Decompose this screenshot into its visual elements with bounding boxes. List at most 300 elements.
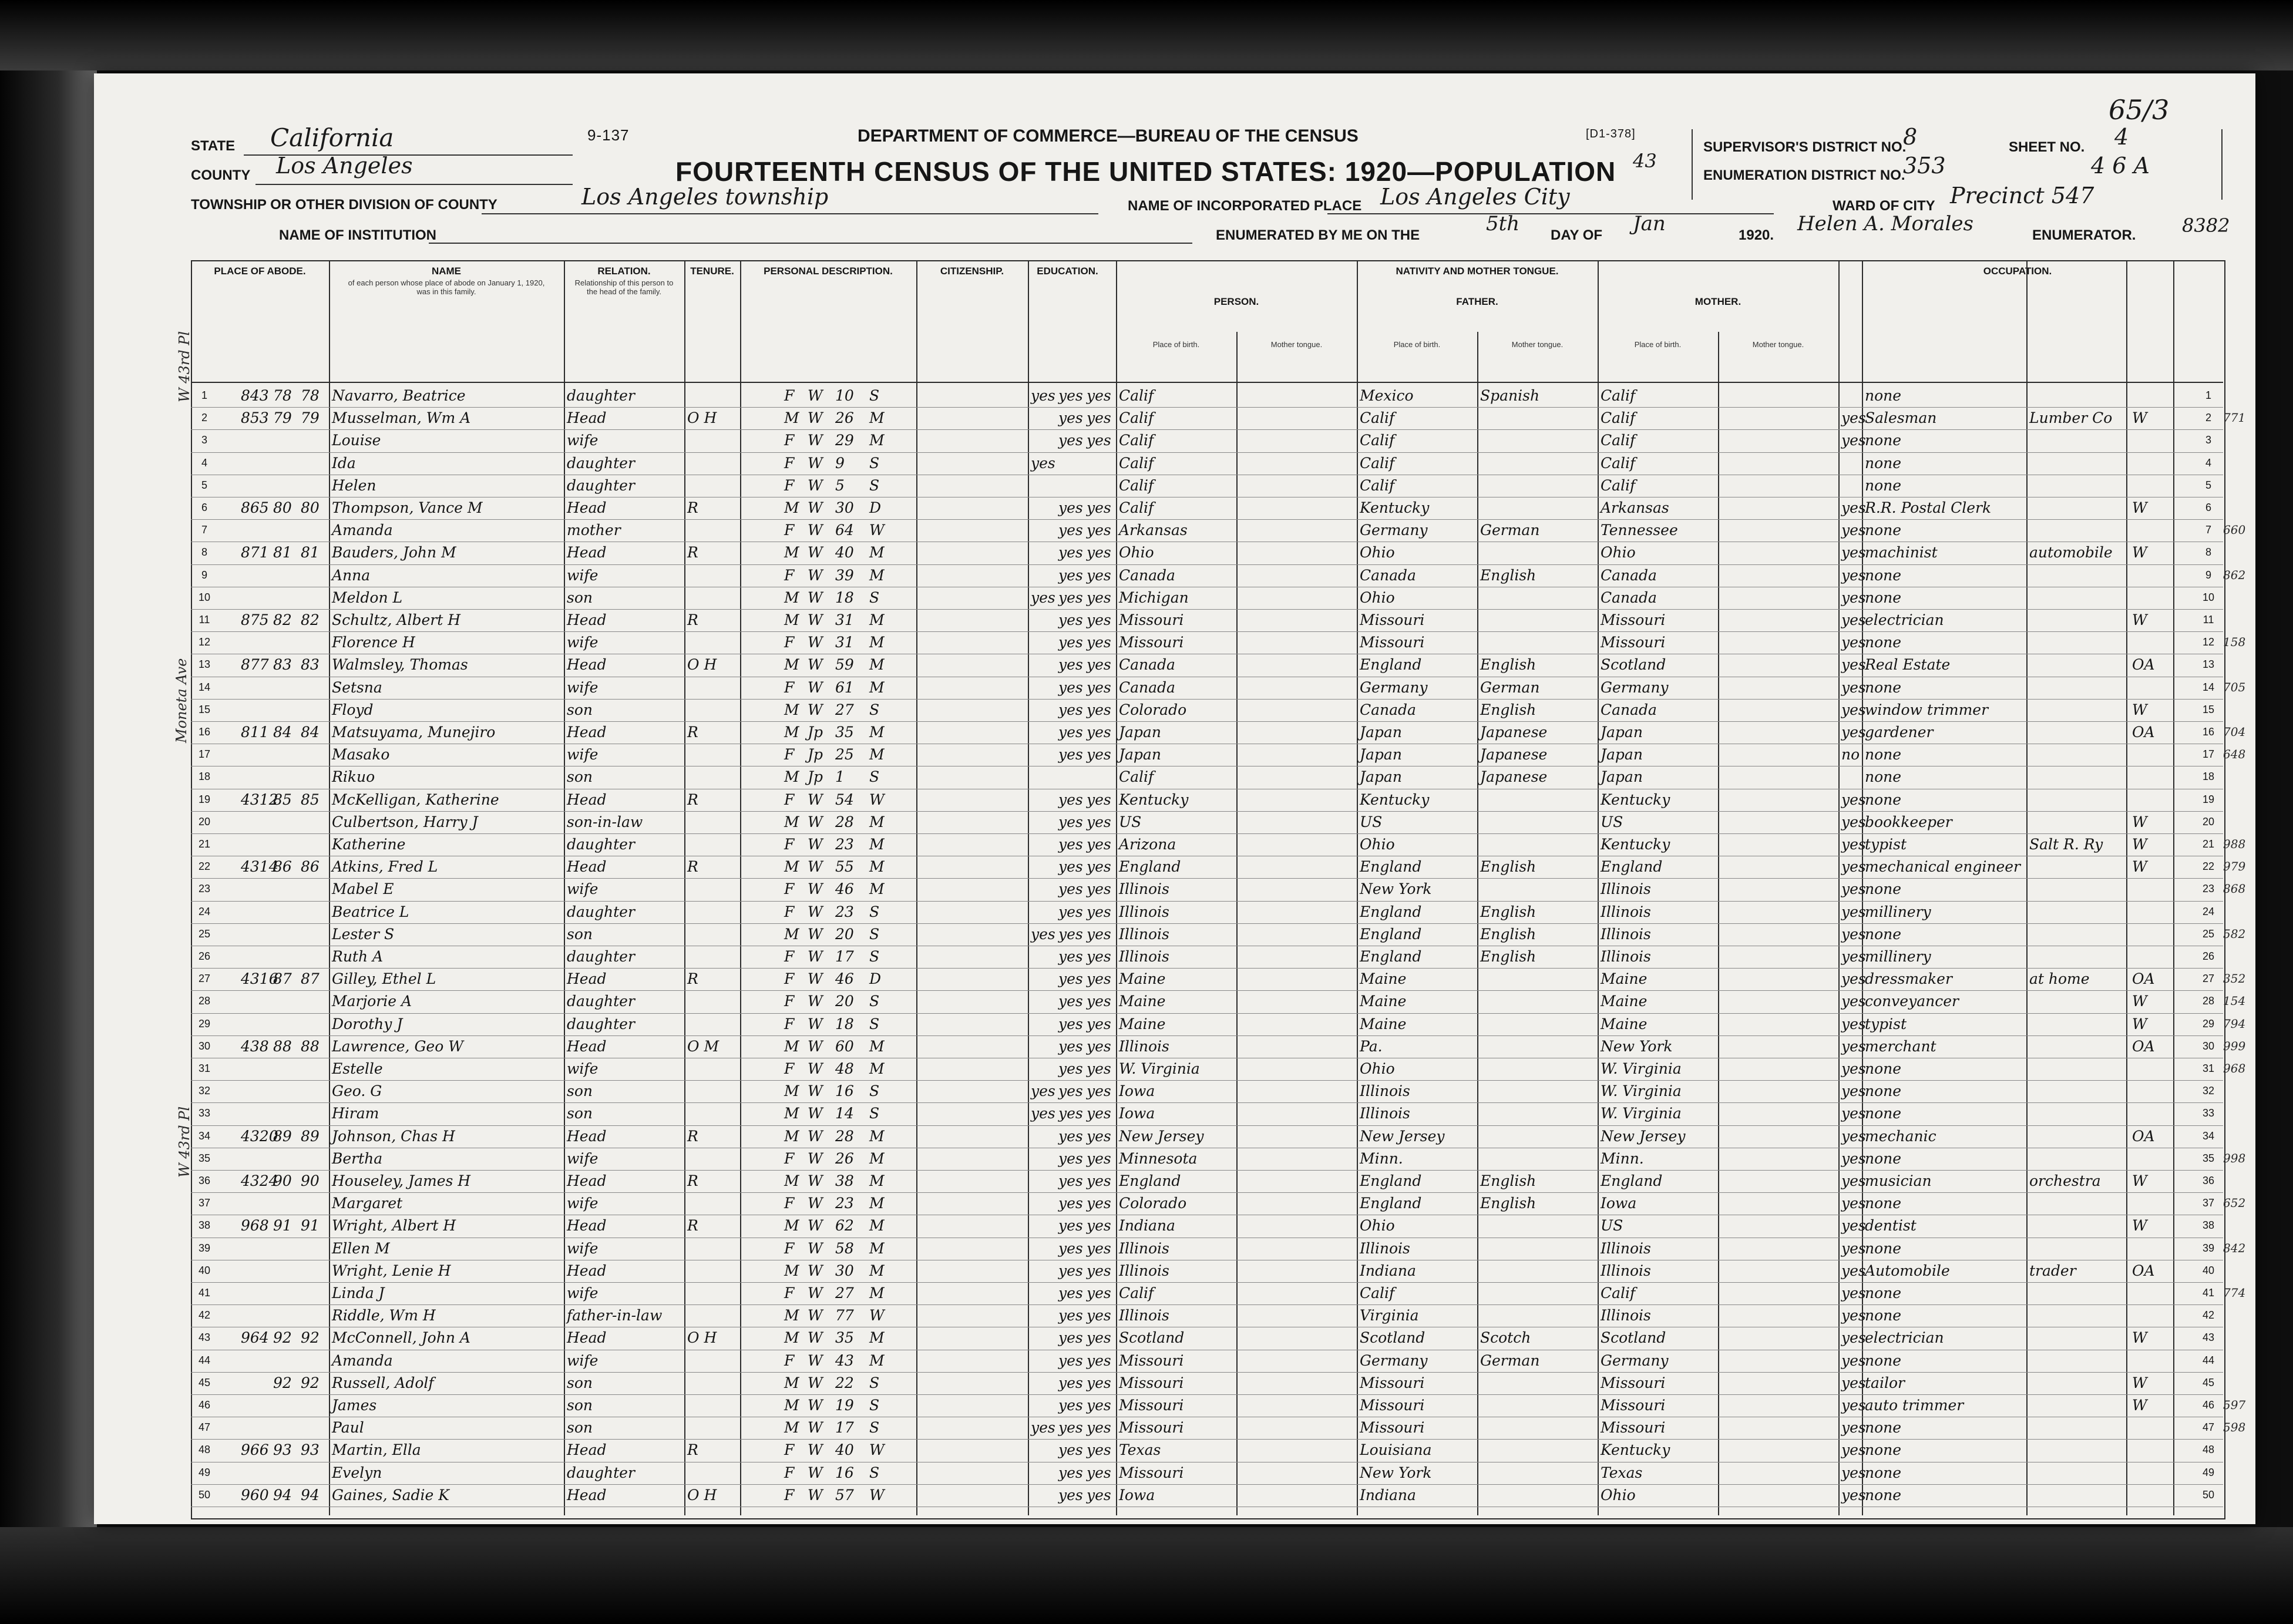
cell-father-tongue [1480,791,1595,808]
cell-mother-birth: Minn. [1601,1149,1644,1167]
cell-father-tongue [1480,1016,1595,1033]
cell-write: yes [1087,1307,1111,1324]
cell-house: 871 [241,544,269,561]
cell-name: Thompson, Vance M [332,499,483,516]
cell-race: Jp [808,724,823,741]
line-number-right: 47 [2202,1421,2215,1434]
cell-father-tongue [1480,993,1595,1010]
cell-write: yes [1087,409,1111,427]
cell-industry [2029,1441,2126,1458]
line-number-right: 6 [2205,502,2211,513]
cell-industry: automobile [2029,544,2113,561]
cell-english: yes [1841,880,1866,898]
line-number: 11 [199,614,210,626]
cell-marital: M [869,1172,885,1189]
cell-father-birth: Canada [1360,701,1416,718]
cell-marital: M [869,1149,885,1167]
cell-race: W [808,454,823,472]
cell-name: Lester S [332,925,395,943]
cell-mother-birth: Maine [1601,1015,1648,1033]
cell-marital: M [869,880,885,898]
cell-birth: Maine [1119,970,1166,988]
cell-birth: Missouri [1119,1419,1184,1437]
cell-occupation: auto trimmer [1865,1397,1964,1414]
cell-family [301,1419,327,1436]
cell-house [241,589,273,606]
cell-industry: Lumber Co [2029,409,2113,427]
cell-industry [2029,1128,2126,1145]
cell-class [2132,791,2173,808]
right-margin-number: 794 [2223,1016,2246,1031]
cell-write: yes [1087,544,1111,561]
cell-name: Culbertson, Harry J [332,813,478,831]
cell-sex: M [784,589,799,606]
cell-mother-birth: Calif [1601,387,1636,404]
cell-marital: S [869,1015,880,1033]
cell-tenure: O H [687,409,717,427]
line-number-right: 27 [2202,973,2215,985]
cell-family: 90 [301,1172,320,1189]
cell-class [2132,477,2173,494]
cell-birth: Maine [1119,993,1166,1010]
cell-read: yes [1058,948,1083,965]
cell-dwelling: 94 [273,1486,292,1504]
cell-occupation: typist [1865,836,1907,853]
cell-age: 23 [835,1195,854,1212]
line-number: 7 [201,524,207,536]
line-number-right: 24 [2202,905,2215,917]
cell-industry: trader [2029,1262,2076,1279]
right-margin-number: 598 [2223,1420,2246,1435]
cell-house: 960 [241,1486,269,1504]
cell-dwelling: 92 [273,1374,292,1391]
cell-read: yes [1058,566,1083,584]
cell-age: 58 [835,1239,854,1257]
line-number-right: 11 [2203,614,2214,626]
cell-marital: W [869,791,885,808]
line-number: 14 [198,681,211,693]
cell-name: Houseley, James H [332,1172,471,1189]
cell-relation: wife [567,566,599,584]
cell-mother-birth: Calif [1601,409,1636,427]
cell-industry [2029,1240,2126,1257]
cell-name: Johnson, Chas H [332,1127,455,1145]
cell-name: Amanda [332,1351,393,1369]
cell-industry: Salt R. Ry [2029,836,2103,853]
cell-read: yes [1058,499,1083,516]
cell-family: 94 [301,1486,320,1504]
cell-age: 31 [835,634,854,651]
cell-industry [2029,1038,2126,1055]
cell-father-tongue: English [1480,656,1536,674]
cell-birth: Colorado [1119,701,1187,718]
cell-father-tongue [1480,1397,1595,1414]
cell-sex: M [784,1082,799,1100]
cell-house [241,1262,273,1279]
cell-father-birth: Germany [1360,1351,1428,1369]
cell-marital: M [869,1217,885,1235]
cell-school: yes [1031,387,1055,404]
group-personal: PERSONAL DESCRIPTION. [764,265,893,277]
cell-industry [2029,1352,2126,1369]
cell-sex: F [784,1486,795,1504]
line-number: 30 [198,1040,211,1052]
line-number: 37 [198,1197,211,1209]
line-number-right: 3 [2205,434,2211,446]
cell-school [1031,1038,1057,1055]
cell-dwelling [273,993,300,1010]
cell-tenure: R [687,791,698,808]
cell-english: yes [1841,948,1866,965]
cell-school [1031,522,1057,539]
cell-father-tongue: English [1480,566,1536,584]
cell-name: Musselman, Wm A [332,409,471,427]
cell-marital: M [869,1037,885,1055]
cell-house [241,1105,273,1122]
cell-family: 89 [301,1127,320,1145]
cell-dwelling: 81 [273,544,292,561]
line-number: 3 [201,434,207,446]
cell-school: yes [1031,454,1055,472]
cell-father-tongue: German [1480,522,1540,539]
cell-sex: F [784,746,795,764]
line-number: 23 [198,883,211,895]
cell-class [2132,455,2173,472]
cell-class [2132,926,2173,943]
cell-mother-birth: W. Virginia [1601,1082,1682,1100]
right-margin-number: 158 [2223,635,2246,650]
cell-birth: Iowa [1119,1082,1155,1100]
cell-family: 86 [301,858,320,876]
cell-class: W [2132,836,2147,853]
cell-marital: W [869,1486,885,1504]
cell-occupation: millinery [1865,948,1931,965]
cell-father-birth: Maine [1360,970,1407,988]
cell-sex: F [784,948,795,965]
cell-family: 93 [301,1441,320,1459]
cell-birth: England [1119,1172,1181,1189]
cell-tenure [687,836,739,853]
cell-sex: M [784,858,799,876]
cell-relation: Head [567,970,607,988]
cell-school [1031,903,1057,920]
cell-industry [2029,432,2126,449]
cell-class: OA [2132,656,2155,674]
cell-occupation: dentist [1865,1217,1917,1235]
center-stamp: 43 [1633,150,1657,172]
cell-dwelling [273,813,300,831]
cell-english: yes [1841,432,1866,449]
cell-industry [2029,1397,2126,1414]
cell-house [241,768,273,785]
cell-english: yes [1841,1127,1866,1145]
cell-class [2132,1285,2173,1302]
right-margin-number: 652 [2223,1196,2246,1211]
line-number: 25 [198,927,211,940]
cell-house: 843 [241,387,269,404]
cell-class [2132,1082,2173,1100]
cell-industry [2029,387,2126,404]
cell-father-birth: Indiana [1360,1262,1416,1279]
cell-tenure [687,1307,739,1324]
cell-industry [2029,724,2126,741]
cell-occupation: musician [1865,1172,1932,1189]
cell-birth: Canada [1119,566,1175,584]
cell-father-tongue: Japanese [1480,724,1548,741]
cell-read [1058,455,1085,472]
supervisor-label: SUPERVISOR'S DISTRICT NO. [1703,139,1907,155]
cell-dwelling: 78 [273,387,292,404]
cell-age: 59 [835,656,854,674]
cell-read: yes [1058,1060,1083,1077]
cell-industry [2029,880,2126,897]
cell-father-birth: Ohio [1360,544,1395,561]
cell-house [241,993,273,1010]
cell-class: W [2132,544,2147,561]
cell-read: yes [1058,1351,1083,1369]
cell-relation: Head [567,791,607,808]
cell-school: yes [1031,589,1055,606]
cell-house [241,1150,273,1167]
incorporated-value: Los Angeles City [1380,184,1570,210]
cell-industry [2029,701,2126,718]
cell-dwelling [273,679,300,696]
cell-age: 77 [835,1307,854,1324]
cell-industry [2029,611,2126,628]
cell-house [241,432,273,449]
cell-english: yes [1841,589,1866,606]
cell-class [2132,634,2173,651]
cell-dwelling: 92 [273,1329,292,1347]
cell-sex: M [784,925,799,943]
cell-dwelling [273,477,300,494]
cell-dwelling: 91 [273,1217,292,1235]
cell-name: Gilley, Ethel L [332,970,436,988]
cell-name: James [332,1397,377,1414]
right-margin-number: 771 [2223,411,2246,425]
cell-school [1031,1464,1057,1481]
cell-occupation: none [1865,566,1902,584]
cell-dwelling [273,926,300,943]
cell-mother-birth: Missouri [1601,1419,1666,1437]
cell-read: yes [1058,634,1083,651]
cell-family [301,903,327,920]
cell-read: yes [1058,925,1083,943]
cell-read: yes [1058,387,1083,404]
cell-english: yes [1841,813,1866,831]
cell-name: Linda J [332,1285,385,1302]
cell-marital: S [869,1082,880,1100]
cell-marital: S [869,387,880,404]
line-number-right: 1 [2205,389,2211,401]
cell-race: W [808,1464,823,1481]
cell-marital: S [869,701,880,718]
cell-occupation: none [1865,1441,1902,1459]
cell-age: 18 [835,1015,854,1033]
cell-birth: Calif [1119,768,1154,786]
cell-english: yes [1841,1307,1866,1324]
cell-tenure: R [687,724,698,741]
cell-name: Gaines, Sadie K [332,1486,449,1504]
cell-relation: father-in-law [567,1307,663,1324]
cell-father-birth: Calif [1360,454,1395,472]
cell-father-birth: Canada [1360,566,1416,584]
cell-house: 964 [241,1329,269,1347]
cell-write: yes [1087,1015,1111,1033]
cell-read: yes [1058,858,1083,876]
cell-class [2132,387,2173,404]
cell-class [2132,679,2173,696]
right-margin-number: 154 [2223,994,2246,1008]
cell-school [1031,432,1057,449]
enumerated-label: ENUMERATED BY ME ON THE [1216,227,1420,243]
cell-father-tongue [1480,611,1595,628]
cell-birth: Illinois [1119,1307,1169,1324]
cell-mother-birth: England [1601,858,1663,876]
cell-age: 9 [835,454,845,472]
cell-dwelling [273,903,300,920]
cell-race: W [808,1037,823,1055]
state-value: California [270,123,394,152]
cell-marital: D [869,499,882,516]
cell-mother-birth: Illinois [1601,1307,1651,1324]
cell-race: W [808,678,823,696]
cell-relation: Head [567,544,607,561]
cell-father-tongue [1480,432,1595,449]
cell-father-birth: Mexico [1360,387,1414,404]
line-number: 40 [198,1264,211,1276]
cell-school: yes [1031,1419,1055,1437]
cell-industry [2029,813,2126,831]
line-number: 27 [198,973,211,985]
right-margin-number: 705 [2223,680,2246,694]
cell-dwelling [273,1352,300,1369]
cell-english: yes [1841,409,1866,427]
cell-tenure: R [687,611,698,628]
cell-mother-birth: Texas [1601,1464,1643,1481]
cell-english: yes [1841,522,1866,539]
line-number: 33 [198,1107,211,1119]
line-number-right: 25 [2202,927,2215,940]
cell-sex: M [784,611,799,628]
cell-school [1031,477,1057,494]
cell-mother-birth: W. Virginia [1601,1105,1682,1122]
cell-school [1031,1172,1057,1189]
cell-class [2132,1195,2173,1212]
cell-family [301,455,327,472]
cell-mother-birth: Maine [1601,970,1648,988]
cell-father-birth: England [1360,903,1422,920]
cell-dwelling [273,432,300,449]
cell-family: 85 [301,791,320,808]
cell-mother-birth: Illinois [1601,948,1651,965]
cell-relation: wife [567,1351,599,1369]
cell-dwelling [273,1464,300,1481]
right-margin-number: 988 [2223,837,2246,851]
cell-industry [2029,1217,2126,1234]
cell-father-tongue [1480,1262,1595,1279]
cell-dwelling: 87 [273,970,292,988]
cell-tenure [687,993,739,1010]
cell-dwelling [273,746,300,763]
cell-marital: S [869,589,880,606]
cell-name: Floyd [332,701,374,718]
cell-write: yes [1087,499,1111,516]
cell-age: 28 [835,813,854,831]
cell-sex: M [784,544,799,561]
cell-read: yes [1058,544,1083,561]
cell-school [1031,1060,1057,1077]
line-number-right: 14 [2202,681,2215,693]
cell-marital: M [869,409,885,427]
cell-race: W [808,813,823,831]
cell-family: 81 [301,544,320,561]
cell-write: yes [1087,1351,1111,1369]
mother-tongue-head: Mother tongue. [1752,340,1804,349]
cell-sex: F [784,1195,795,1212]
month-value: Jan [1633,212,1666,236]
cell-name: Rikuo [332,768,375,786]
cell-family [301,768,327,785]
cell-occupation: none [1865,432,1902,449]
cell-english: yes [1841,499,1866,516]
group-relation: RELATION. [597,265,651,277]
cell-father-tongue [1480,1441,1595,1458]
cell-father-tongue: English [1480,903,1536,920]
cell-relation: daughter [567,1464,635,1481]
cell-age: 35 [835,1329,854,1347]
ward-label: WARD OF CITY [1833,198,1935,214]
cell-school [1031,1217,1057,1234]
cell-father-birth: Louisiana [1360,1441,1432,1459]
cell-father-tongue [1480,1105,1595,1122]
cell-name: Geo. G [332,1082,382,1100]
cell-read: yes [1058,1105,1083,1122]
cell-industry [2029,948,2126,965]
cell-tenure [687,1397,739,1414]
cell-write: yes [1087,1374,1111,1391]
cell-age: 22 [835,1374,854,1391]
cell-name: Katherine [332,836,406,853]
supervisor-value: 8 [1903,124,1918,150]
cell-house [241,948,273,965]
line-number: 1 [201,389,207,401]
cell-industry [2029,679,2126,696]
line-number: 2 [201,412,207,424]
cell-sex: F [784,903,795,920]
cell-mother-birth: US [1601,1217,1623,1235]
cell-sex: F [784,678,795,696]
cell-mother-birth: Ohio [1601,1486,1636,1504]
cell-race: W [808,993,823,1010]
cell-class [2132,1352,2173,1369]
cell-name: Marjorie A [332,993,412,1010]
cell-occupation: window trimmer [1865,701,1989,718]
cell-industry [2029,589,2126,606]
cell-father-birth: Calif [1360,1285,1395,1302]
line-number-right: 28 [2202,995,2215,1007]
cell-race: W [808,1015,823,1033]
cell-sex: M [784,1172,799,1189]
cell-mother-birth: Canada [1601,701,1657,718]
right-margin-number: 648 [2223,747,2246,762]
cell-industry [2029,1307,2126,1324]
cell-english: yes [1841,993,1866,1010]
cell-race: W [808,544,823,561]
cell-class [2132,1060,2173,1077]
cell-english [1841,455,1862,472]
cell-class [2132,1441,2173,1458]
